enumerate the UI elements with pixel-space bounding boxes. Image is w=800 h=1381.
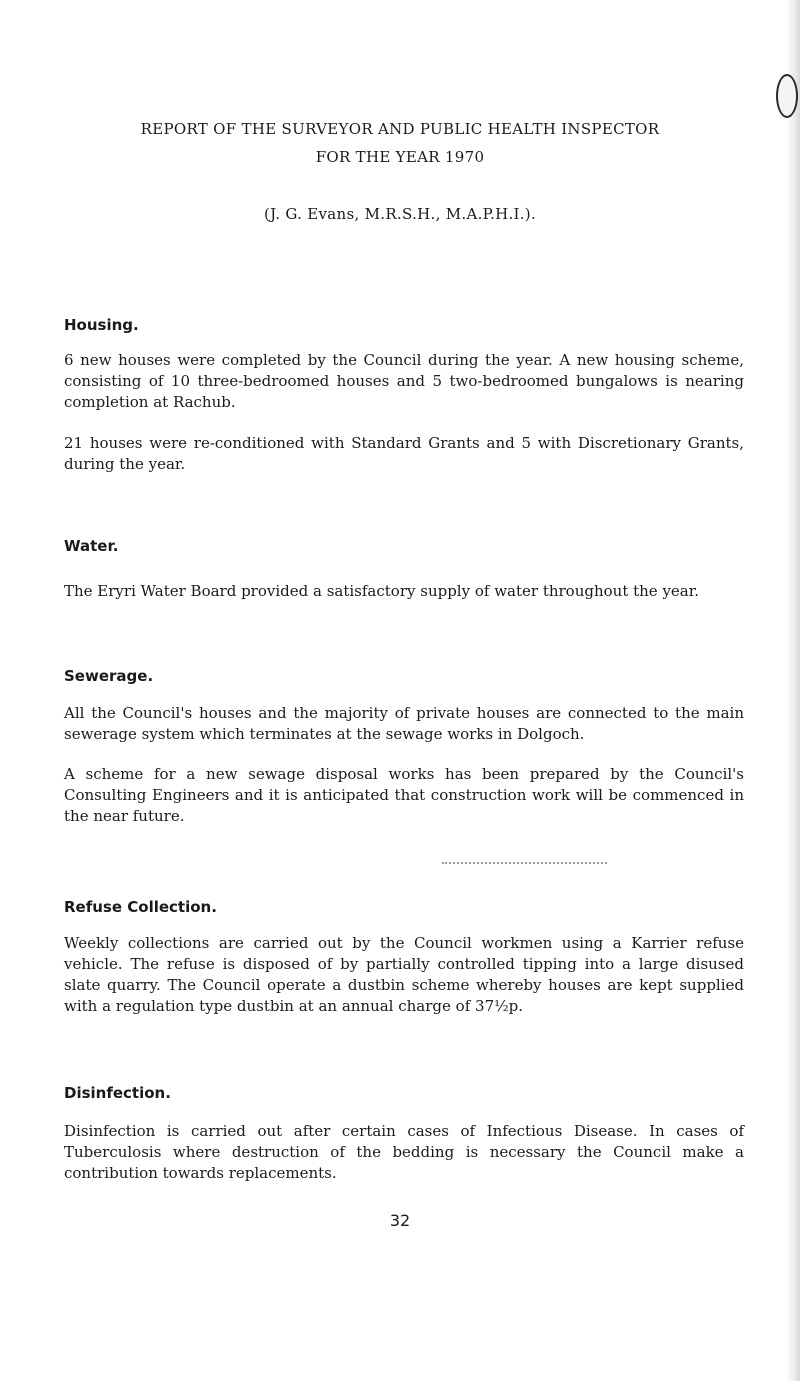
sewerage-paragraph-2: A scheme for a new sewage disposal works has been prepared by the Council's Consulting Engineers and it is anticipated that construction work will be commenced in the near future. xyxy=(64,765,744,825)
water-paragraph-1: The Eryri Water Board provided a satisfactory supply of water throughout the year. xyxy=(64,582,700,600)
housing-paragraph-2: 21 houses were re-conditioned with Standard Grants and 5 with Discretionary Grants, during the year. xyxy=(64,434,744,473)
page-number: 32 xyxy=(389,1211,411,1230)
housing-paragraph-1: 6 new houses were completed by the Council during the year. A new housing scheme, consisting of 10 three-bedroomed houses and 5 two-bedroomed bungalows is nearing completion at Rachub. xyxy=(64,351,744,411)
disinfection-heading: Disinfection. xyxy=(64,1084,171,1102)
binder-hole-icon xyxy=(776,74,798,118)
report-author: (J. G. Evans, M.R.S.H., M.A.P.H.I.). xyxy=(263,205,537,223)
water-heading: Water. xyxy=(64,537,119,555)
dotted-rule xyxy=(442,862,607,864)
report-subtitle: FOR THE YEAR 1970 xyxy=(315,148,485,166)
sewerage-heading: Sewerage. xyxy=(64,667,154,685)
sewerage-paragraph-1: All the Council's houses and the majority of private houses are connected to the main sewerage system which terminates at the sewage works in Dolgoch. xyxy=(64,704,744,743)
refuse-paragraph-1: Weekly collections are carried out by the Council workmen using a Karrier refuse vehicle. The refuse is disposed of by partially controlled tipping into a large disused slate quarry. The Council operate a dustbin scheme whereby houses are kept supplied with a regulation type dustbin at an annual charge of 37½p. xyxy=(64,934,744,1015)
housing-heading: Housing. xyxy=(64,316,139,334)
disinfection-paragraph-1: Disinfection is carried out after certain cases of Infectious Disease. In cases of Tuberculosis where destruction of the bedding is necessary the Council make a contribution towards replacements. xyxy=(64,1122,744,1182)
refuse-heading: Refuse Collection. xyxy=(64,898,217,916)
report-title: REPORT OF THE SURVEYOR AND PUBLIC HEALTH INSPECTOR xyxy=(140,120,660,138)
